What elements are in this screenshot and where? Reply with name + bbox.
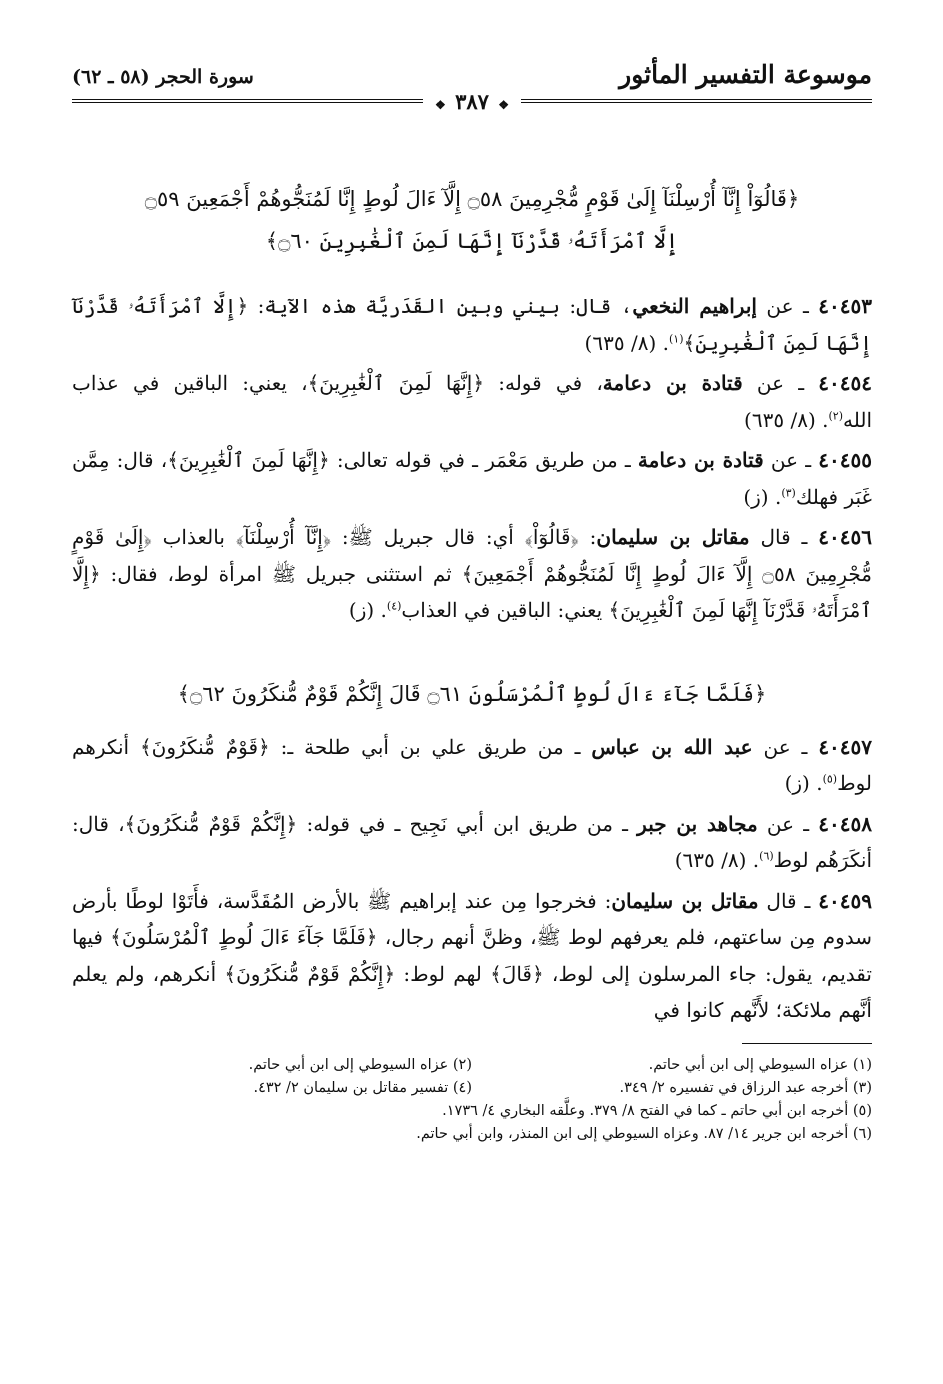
entry-text: ـ من طريق ابن أبي نَجِيح ـ في قوله: ﴿إِنَّكُمْ قَوْمٌ مُّنكَرُونَ﴾، قال: أنكَرَهُم لوط <box>72 811 872 872</box>
entry-separator: ـ <box>790 525 819 549</box>
entry-prefix: عن <box>757 811 795 836</box>
entry-prefix: قال <box>758 888 797 913</box>
entries-section-1 <box>72 288 872 629</box>
entry-text: ـ من طريق مَعْمَر ـ في قوله تعالى: ﴿إِنَّهَا لَمِنَ ٱلْغَٰبِرِينَ﴾، قال: مِمَّن غَبَر فهلك <box>72 448 872 509</box>
page-number-group <box>423 89 521 114</box>
narrator-name: مجاهد بن جبر <box>637 811 758 836</box>
footnote-6: (٦) أخرجه ابن جرير ١٤/ ٨٧. وعزاه السيوطي إلى ابن المنذر، وابن أبي حاتم. <box>416 1125 872 1142</box>
entry-separator: ـ <box>790 734 819 759</box>
entry-number: ٤٠٤٥٣ <box>818 294 873 318</box>
entry-reference: . (٨/ ٦٣٥) <box>584 330 669 355</box>
entry-prefix: عن <box>756 294 794 318</box>
entry <box>72 288 872 361</box>
footnote-2: (٢) عزاه السيوطي إلى ابن أبي حاتم. <box>248 1056 472 1073</box>
entry-reference: . (ز) <box>743 484 782 509</box>
footnote-5: (٥) أخرجه ابن أبي حاتم ـ كما في الفتح ٨/ ٣٧٩. وعلَّقه البخاري ٤/ ١٧٣٦. <box>442 1102 872 1119</box>
entry-separator: ـ <box>794 811 819 836</box>
surah-range: سورة الحجر (٥٨ ـ ٦٢) <box>72 66 254 88</box>
footnote-row <box>72 1054 872 1077</box>
page-header <box>72 60 872 114</box>
verse-line: ﴿فَلَمَّا جَآءَ ءَالَ لُوطٍ ٱلْمُرْسَلُونَ ۝٦١ قَالَ إِنَّكُمْ قَوْمٌ مُّنكَرُونَ ۝٦٢﴾ <box>177 681 767 706</box>
footnote-ref[interactable]: (١) <box>668 331 684 345</box>
footnote-1: (١) عزاه السيوطي إلى ابن أبي حاتم. <box>648 1056 872 1073</box>
footnote-ref[interactable]: (٦) <box>759 849 774 863</box>
footnote-3: (٣) أخرجه عبد الرزاق في تفسيره ٢/ ٣٤٩. <box>619 1079 872 1096</box>
entry <box>72 519 872 629</box>
footnote-ref[interactable]: (٥) <box>822 772 838 786</box>
entry-number: ٤٠٤٥٧ <box>818 734 873 759</box>
entry-number: ٤٠٤٥٨ <box>818 811 872 836</box>
entry <box>72 442 872 515</box>
entry-reference: . (٨/ ٦٣٥) <box>674 848 760 872</box>
header-rule-right <box>521 99 872 103</box>
entry-text: : ﴿قَالُوٓاْ﴾ أي: قال جبريل ﷺ: ﴿إِنَّآ أُرْسِلْنَآ﴾ بالعذاب ﴿إِلَىٰ قَوْمٍ مُّجْرِمِينَ ۝٥٨ إِلَّآ ءَالَ لُوطٍ إِنَّا لَمُنَجُّوهُمْ أَجْمَعِينَ﴾ ثم استثنى جبريل ﷺ امرأة لوط، فقال: ﴿إِلَّا ٱمْرَأَتَهُۥ قَدَّرْنَآ إِنَّهَا لَمِنَ ٱلْغَٰبِرِينَ﴾ يعني: الباقين في العذاب <box>72 525 872 622</box>
entry <box>72 729 872 802</box>
footnote-divider <box>742 1043 872 1044</box>
header-rule-row <box>72 88 872 114</box>
page <box>72 60 872 1146</box>
entries-section-2 <box>72 729 872 1029</box>
book-title: موسوعة التفسير المأثور <box>619 60 872 89</box>
entry-number: ٤٠٤٥٩ <box>818 888 872 913</box>
entry-number: ٤٠٤٥٥ <box>818 448 872 472</box>
narrator-name: عبد الله بن عباس <box>591 734 753 759</box>
verse-block-1 <box>72 178 872 262</box>
footnote-4: (٤) تفسير مقاتل بن سليمان ٢/ ٤٣٢. <box>253 1079 472 1096</box>
entry <box>72 883 872 1029</box>
entry-number: ٤٠٤٥٤ <box>818 371 873 395</box>
entry-text: ، قال: بيني وبين القَدَريَّة هذه الآية: ﴿إِلَّا ٱمْرَأَتَهُۥ قَدَّرْنَآ إِنَّهَا لَمِنَ ٱلْغَٰبِرِينَ﴾ <box>72 294 872 355</box>
narrator-name: مقاتل بن سليمان <box>596 525 750 549</box>
entry-separator: ـ <box>798 448 819 472</box>
entry-prefix: قال <box>749 525 791 549</box>
ornament-icon: ❖ <box>498 97 509 112</box>
narrator-name: مقاتل بن سليمان <box>611 888 759 913</box>
entry-reference: . (٨/ ٦٣٥) <box>744 407 829 432</box>
verse-line: ﴿قَالُوٓاْ إِنَّآ أُرْسِلْنَآ إِلَىٰ قَوْمٍ مُّجْرِمِينَ ۝٥٨ إِلَّآ ءَالَ لُوطٍ إِنَّا لَمُنَجُّوهُمْ أَجْمَعِينَ ۝٥٩ <box>144 187 800 211</box>
footnote-ref[interactable]: (٢) <box>828 408 843 422</box>
footnote-row <box>72 1077 872 1100</box>
entry-text: : فخرجوا مِن عند إبراهيم ﷺ بالأرض المُقَدَّسة، فأَتَوْا لوطًا بأرض سدوم مِن ساعتهم، فلم يعرفهم لوط ﷺ، وظنَّ أنهم رجال، ﴿فَلَمَّا جَآءَ ءَالَ لُوطٍ ٱلْمُرْسَلُونَ﴾ فيها تقديم، يقول: جاء المرسلون إلى لوط، ﴿قَالَ﴾ لهم لوط: ﴿إِنَّكُمْ قَوْمٌ مُّنكَرُونَ﴾ أنكرهم، ولم يعلم أنَّهم ملائكة؛ لأَنَّهم كانوا في <box>72 888 872 1022</box>
entry-separator: ـ <box>796 888 819 913</box>
page-number: ٣٨٧ <box>455 88 489 114</box>
footnotes <box>72 1054 872 1146</box>
entry-prefix: عن <box>763 448 799 472</box>
entry-text: ، في قوله: ﴿إِنَّهَا لَمِنَ ٱلْغَٰبِرِينَ﴾، يعني: الباقين في عذاب الله <box>72 371 872 432</box>
entry-reference: . (ز) <box>348 598 387 622</box>
verse-block-2 <box>72 673 872 715</box>
entry-text: ـ من طريق علي بن أبي طلحة ـ: ﴿قَوْمٌ مُّنكَرُونَ﴾ أنكرهم لوط <box>72 734 872 795</box>
footnote-ref[interactable]: (٤) <box>386 599 402 613</box>
entry-prefix: عن <box>742 371 785 395</box>
verse-line: إِلَّا ٱمْرَأَتَهُۥ قَدَّرْنَآ إِنَّهَا لَمِنَ ٱلْغَٰبِرِينَ ۝٦٠﴾ <box>265 229 679 253</box>
entry-number: ٤٠٤٥٦ <box>818 525 872 549</box>
entry <box>72 365 872 438</box>
header-rule-left <box>72 99 423 103</box>
ornament-icon: ❖ <box>435 97 446 112</box>
entry-separator: ـ <box>793 294 819 318</box>
entry-reference: . (ز) <box>784 771 823 795</box>
narrator-name: قتادة بن دعامة <box>602 371 743 395</box>
footnote-ref[interactable]: (٣) <box>781 485 796 499</box>
narrator-name: إبراهيم النخعي <box>632 294 757 318</box>
entry-separator: ـ <box>784 371 819 395</box>
narrator-name: قتادة بن دعامة <box>637 448 764 472</box>
entry-prefix: عن <box>752 734 791 759</box>
entry <box>72 806 872 879</box>
